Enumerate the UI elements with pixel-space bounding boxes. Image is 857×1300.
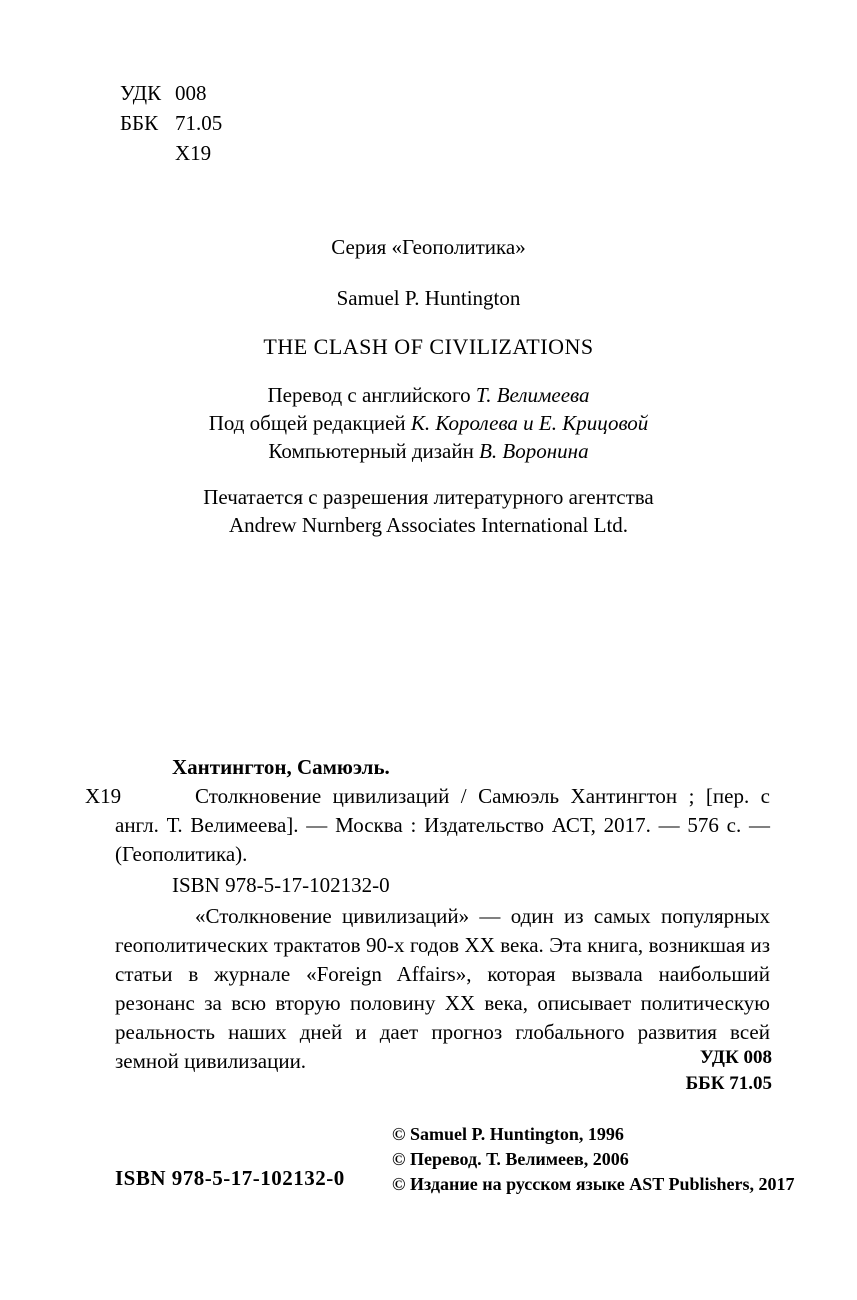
copyright-block	[392, 1122, 794, 1197]
classification-codes	[120, 78, 222, 168]
credit-editors	[0, 409, 857, 437]
original-title: THE CLASH OF CIVILIZATIONS	[263, 334, 594, 359]
credits-block	[0, 381, 857, 465]
catalog-record	[85, 753, 770, 1076]
author-code-row	[120, 138, 222, 168]
author-code-spacer	[120, 138, 175, 168]
bbk-row	[120, 108, 222, 138]
copyright-translation: © Перевод. Т. Велимеев, 2006	[392, 1149, 629, 1169]
catalog-entry	[85, 782, 770, 869]
catalog-bbk: ББК 71.05	[685, 1073, 772, 1094]
bbk-value: 71.05	[175, 111, 223, 135]
udk-label: УДК	[120, 81, 162, 105]
permission-line-2: Andrew Nurnberg Associates International Ltd.	[228, 513, 629, 537]
author-code: Х19	[175, 141, 212, 165]
catalog-entry-text: Столкновение цивилизаций / Самюэль Хантингтон ; [пер. с англ. Т. Велимеева]. — Москва : Издательство АСТ, 2017. — 576 с. — (Геополитика).	[115, 784, 770, 866]
copyright-author: © Samuel P. Huntington, 1996	[392, 1124, 624, 1144]
catalog-isbn: ISBN 978-5-17-102132-0	[172, 873, 390, 897]
credit-translator-name: Т. Велимеева	[475, 383, 590, 407]
catalog-udk: УДК 008	[699, 1047, 772, 1068]
udk-value: 008	[175, 81, 207, 105]
credit-designer-name: В. Воронина	[479, 439, 589, 463]
catalog-annotation: «Столкновение цивилизаций» — один из самых популярных геополитических трактатов 90-х годов ХХ века. Эта книга, возникшая из статьи в журнале «Foreign Affairs», которая вызвала наибольший резонанс за всю вторую половину ХХ века, описывает политическую реальность наших дней и дает прогноз глобального развития всей земной цивилизации.	[115, 904, 770, 1073]
credit-designer	[0, 437, 857, 465]
credit-translator-role: Перевод с английского	[267, 383, 476, 407]
credit-designer-role: Компьютерный дизайн	[268, 439, 480, 463]
copyright-russian-edition: © Издание на русском языке AST Publishers, 2017	[392, 1174, 795, 1194]
credit-translator	[0, 381, 857, 409]
bbk-label: ББК	[120, 111, 159, 135]
author-name: Samuel P. Huntington	[336, 286, 521, 310]
permission-line-1: Печатается с разрешения литературного агентства	[203, 485, 654, 509]
catalog-author-heading: Хантингтон, Самюэль.	[172, 755, 390, 779]
catalog-codes-right	[686, 1045, 772, 1097]
credit-editors-role: Под общей редакцией	[208, 411, 411, 435]
credit-editors-names: К. Королева и Е. Крицовой	[410, 411, 649, 435]
udk-row	[120, 78, 222, 108]
catalog-author-code: Х19	[85, 784, 122, 808]
footer-isbn: ISBN 978-5-17-102132-0	[115, 1166, 345, 1190]
permission-block	[0, 483, 857, 539]
series-title: Серия «Геополитика»	[331, 235, 526, 259]
